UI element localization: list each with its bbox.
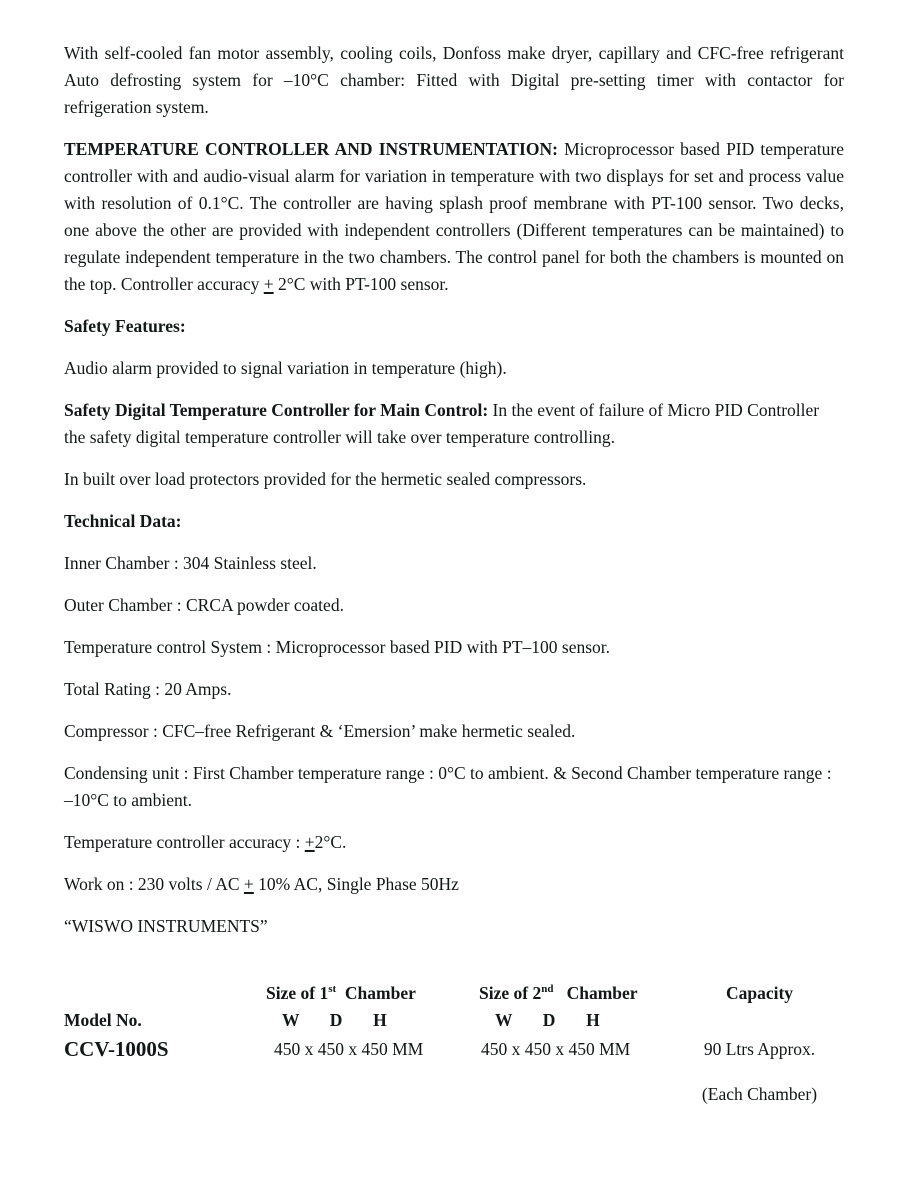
tech-work-on-value: 10% AC, Single Phase 50Hz [253,874,459,894]
ordinal-superscript: nd [541,983,554,996]
tech-outer-chamber: Outer Chamber : CRCA powder coated. [64,595,344,615]
header-text: Chamber [336,983,416,1003]
header-text: Size of 1 [266,983,329,1003]
tech-accuracy-label: Temperature controller accuracy : [64,832,305,852]
table-cell-size-1st: 450 x 450 x 450 MM [274,1039,424,1059]
table-subheader-wdh-1: W D H [282,1010,387,1030]
brand-line: “WISWO INSTRUMENTS” [64,916,268,936]
table-header-size-1st-chamber [266,980,479,1007]
table-cell-model: CCV-1000S [64,1037,169,1061]
plus-minus-symbol: + [243,874,254,894]
tech-total-rating: Total Rating : 20 Amps. [64,679,232,699]
header-text: Chamber [553,983,638,1003]
table-empty-cell [675,1007,844,1034]
audio-alarm-paragraph: Audio alarm provided to signal variation in temperature (high). [64,358,507,378]
tech-condensing-unit: Condensing unit : First Chamber temperature range : 0°C to ambient. & Second Chamber temperature range : –10°C to ambient. [64,763,832,810]
tech-temperature-control-system: Temperature control System : Microprocessor based PID with PT–100 sensor. [64,637,611,657]
ordinal-superscript: st [328,983,337,996]
plus-minus-symbol: + [304,832,315,852]
safety-digital-paragraph [64,397,844,451]
tech-inner-chamber: Inner Chamber : 304 Stainless steel. [64,553,317,573]
table-empty-cell [64,1064,266,1108]
tech-work-on [64,871,844,898]
overload-paragraph: In built over load protectors provided for the hermetic sealed compressors. [64,469,587,489]
table-header-capacity: Capacity [725,983,794,1003]
table-cell-capacity-note: (Each Chamber) [701,1084,818,1104]
intro-paragraph: With self-cooled fan motor assembly, cooling coils, Donfoss make dryer, capillary and CFC-free refrigerant Auto defrosting system for –10°C chamber: Fitted with Digital pre-setting timer with contactor for refrigeration system. [64,43,844,117]
table-header-model-no: Model No. [64,1010,142,1030]
table-cell-size-2nd: 450 x 450 x 450 MM [481,1039,631,1059]
temperature-controller-heading: TEMPERATURE CONTROLLER AND INSTRUMENTATION: [64,139,558,159]
safety-digital-body: In the event of failure of Micro PID Controller the safety digital temperature controller will take over temperature controlling. [64,400,820,447]
tech-accuracy [64,829,844,856]
tech-compressor: Compressor : CFC–free Refrigerant & ‘Emersion’ make hermetic sealed. [64,721,576,741]
plus-minus-symbol: + [263,274,274,294]
table-subheader-wdh-2: W D H [495,1010,600,1030]
table-empty-cell [64,980,266,1007]
specification-table [64,980,844,1108]
safety-digital-heading: Safety Digital Temperature Controller for Main Control: [64,400,489,420]
safety-features-heading: Safety Features: [64,316,186,336]
temperature-controller-body: Microprocessor based PID temperature controller with and audio-visual alarm for variation in temperature with two displays for set and process value with resolution of 0.1°C. The controller are having splash proof membrane with PT-100 sensor. Two decks, one above the other are provided with independent controllers (Different temperatures can be maintained) to regulate independent temperature in the two chambers. The control panel for both the chambers is mounted on the top. Controller accuracy [64,139,844,294]
temperature-controller-body-end: 2°C with PT-100 sensor. [273,274,449,294]
header-text: Size of 2 [479,983,542,1003]
temperature-controller-paragraph [64,136,844,298]
tech-work-on-label: Work on : 230 volts / AC [64,874,244,894]
tech-accuracy-value: 2°C. [314,832,347,852]
table-cell-capacity: 90 Ltrs Approx. [703,1039,816,1059]
table-header-size-2nd-chamber [479,980,675,1007]
technical-data-heading: Technical Data: [64,511,182,531]
table-empty-cell [479,1064,675,1108]
table-empty-cell [266,1064,479,1108]
